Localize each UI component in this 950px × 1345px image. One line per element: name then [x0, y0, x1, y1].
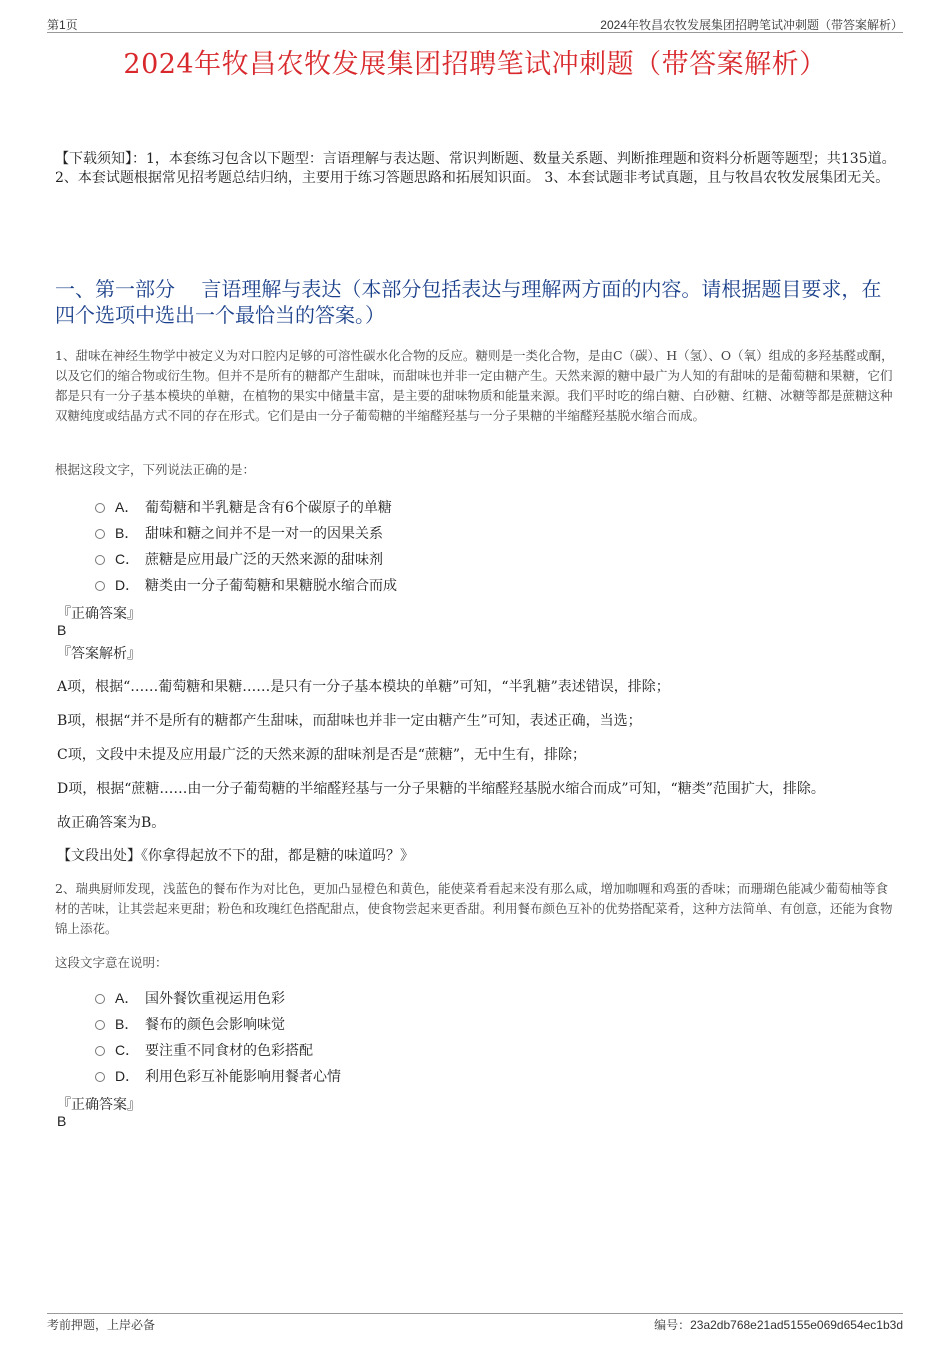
radio-icon[interactable]: [95, 994, 105, 1004]
section-heading: 一、第一部分 言语理解与表达（本部分包括表达与理解两方面的内容。请根据题目要求，在四个选项中选出一个最恰当的答案。）: [55, 277, 882, 327]
footer-slogan: 考前押题，上岸必备: [47, 1318, 156, 1332]
correct-answer-label: 『正确答案』: [57, 606, 141, 622]
option-d[interactable]: D． 糖类由一分子葡萄糖和果糖脱水缩合而成: [95, 572, 895, 598]
page-number: 第1页: [47, 18, 78, 32]
question-1-options: [95, 494, 895, 598]
radio-icon[interactable]: [95, 555, 105, 565]
correct-answer-label: 『正确答案』: [57, 1097, 141, 1113]
radio-icon[interactable]: [95, 581, 105, 591]
option-a[interactable]: A． 国外餐饮重视运用色彩: [95, 985, 895, 1011]
analysis-line-b: B项，根据“并不是所有的糖都产生甜味，而甜味也并非一定由糖产生”可知，表述正确，当选；: [57, 713, 642, 729]
analysis-conclusion: 故正确答案为B。: [57, 815, 166, 831]
correct-answer: B: [57, 1113, 67, 1129]
page-header: [47, 14, 903, 33]
analysis-label: 『答案解析』: [57, 646, 141, 662]
correct-answer: B: [57, 622, 67, 638]
question-2-passage: 2、瑞典厨师发现，浅蓝色的餐布作为对比色，更加凸显橙色和黄色，能使菜肴看起来没有那么咸，增加咖喱和鸡蛋的香味；而珊瑚色能减少葡萄柚等食材的苦味，让其尝起来更甜；粉色和玫瑰红色搭配甜点，使食物尝起来更香甜。利用餐布颜色互补的优势搭配菜肴，这种方法简单、有创意，还能为食物锦上添花。: [55, 881, 893, 936]
analysis-line-a: A项，根据“……葡萄糖和果糖……是只有一分子基本模块的单糖”可知，“半乳糖”表述错误，排除；: [57, 679, 670, 695]
option-c[interactable]: C． 蔗糖是应用最广泛的天然来源的甜味剂: [95, 546, 895, 572]
question-2-prompt: 这段文字意在说明：: [55, 955, 168, 970]
header-doc-title: 2024年牧昌农牧发展集团招聘笔试冲刺题（带答案解析）: [600, 18, 903, 32]
radio-icon[interactable]: [95, 1020, 105, 1030]
question-1-prompt: 根据这段文字，下列说法正确的是：: [55, 462, 256, 477]
option-a[interactable]: A． 葡萄糖和半乳糖是含有6个碳原子的单糖: [95, 494, 895, 520]
document-title: 2024年牧昌农牧发展集团招聘笔试冲刺题（带答案解析）: [123, 49, 827, 80]
radio-icon[interactable]: [95, 1046, 105, 1056]
document-code: 编号：23a2db768e21ad5155e069d654ec1b3d: [654, 1318, 903, 1332]
question-2-options: [95, 985, 895, 1089]
question-1-passage: 1、甜味在神经生物学中被定义为对口腔内足够的可溶性碳水化合物的反应。糖则是一类化合物，是由C（碳）、H（氢）、O（氧）组成的多羟基醛或酮，以及它们的缩合物或衍生物。但并不是所有的糖都产生甜味，而甜味也并非一定由糖产生。天然来源的糖中最广为人知的有甜味的是葡萄糖和果糖，它们都是只有一分子基本模块的单糖，在植物的果实中储量丰富，是主要的甜味物质和能量来源。我们平时吃的绵白糖、白砂糖、红糖、冰糖等都是蔗糖这种双糖纯度或结晶方式不同的存在形式。它们是由一分子葡萄糖的半缩醛羟基与一分子果糖的半缩醛羟基脱水缩合而成。: [55, 348, 894, 423]
page-footer: [47, 1313, 903, 1334]
option-b[interactable]: B． 甜味和糖之间并不是一对一的因果关系: [95, 520, 895, 546]
option-d[interactable]: D． 利用色彩互补能影响用餐者心情: [95, 1063, 895, 1089]
option-c[interactable]: C． 要注重不同食材的色彩搭配: [95, 1037, 895, 1063]
download-notice: 【下载须知】：1，本套练习包含以下题型：言语理解与表达题、常识判断题、数量关系题、判断推理题和资料分析题等题型；共135道。 2、本套试题根据常见招考题总结归纳，主要用于练习答题思路和拓展知识面。 3、本套试题非考试真题，且与牧昌农牧发展集团无关。: [55, 151, 896, 186]
radio-icon[interactable]: [95, 1072, 105, 1082]
analysis-line-d: D项，根据“蔗糖……由一分子葡萄糖的半缩醛羟基与一分子果糖的半缩醛羟基脱水缩合而成”可知，“糖类”范围扩大，排除。: [57, 781, 825, 797]
passage-source: 【文段出处】《你拿得起放不下的甜，都是糖的味道吗？》: [57, 848, 414, 864]
radio-icon[interactable]: [95, 503, 105, 513]
radio-icon[interactable]: [95, 529, 105, 539]
analysis-line-c: C项，文段中未提及应用最广泛的天然来源的甜味剂是否是“蔗糖”，无中生有，排除；: [57, 747, 587, 763]
option-b[interactable]: B． 餐布的颜色会影响味觉: [95, 1011, 895, 1037]
